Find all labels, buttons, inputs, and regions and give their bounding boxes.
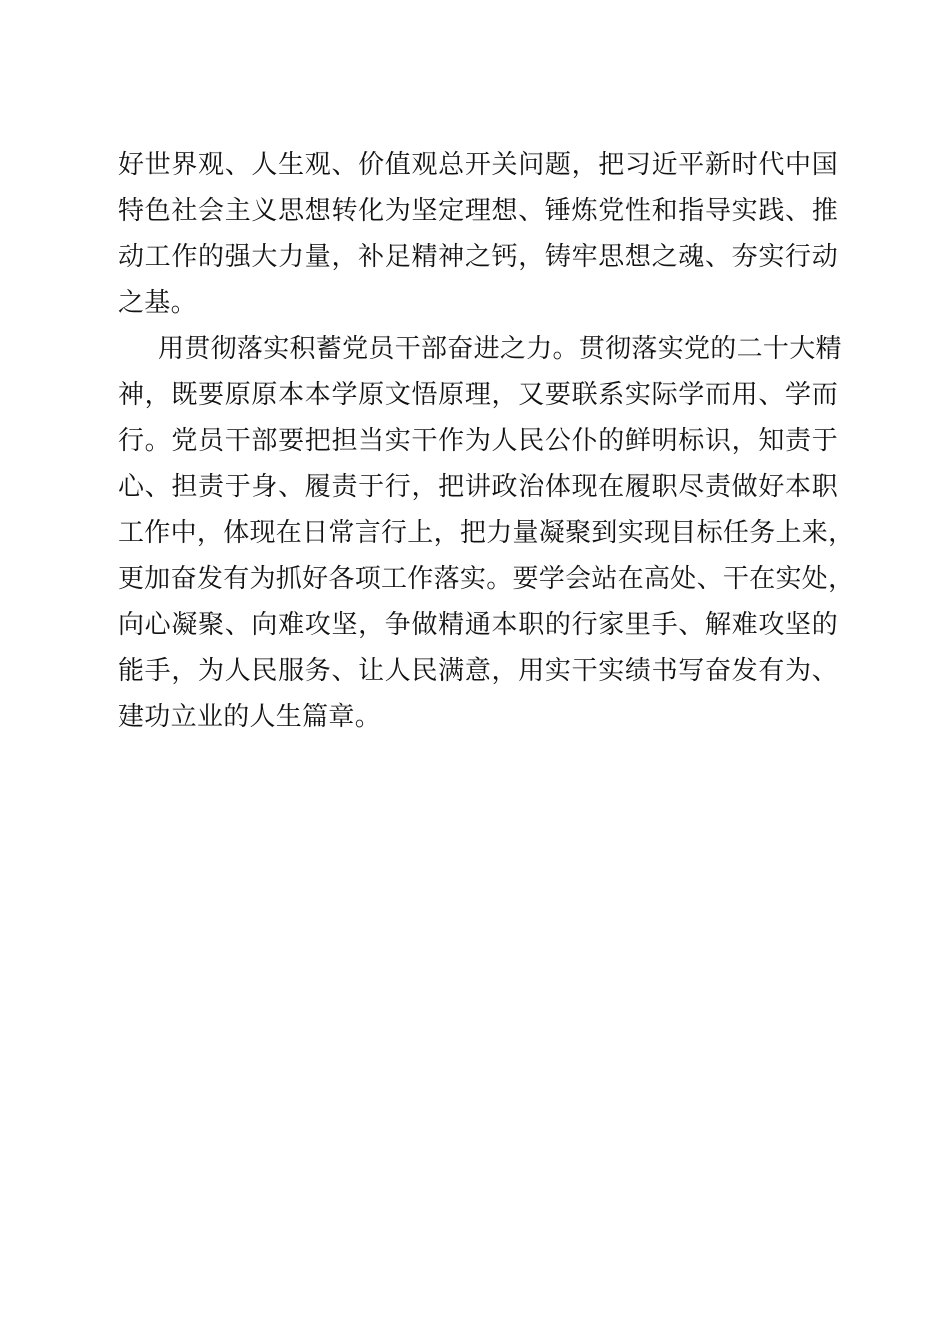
text-line: 行。党员干部要把担当实干作为人民公仆的鲜明标识，知责于 [118, 426, 838, 456]
paragraph-continuation [118, 142, 838, 326]
text-line: 神，既要原原本本学原文悟原理，又要联系实际学而用、学而 [118, 380, 838, 410]
text-line: 更加奋发有为抓好各项工作落实。要学会站在高处、干在实处， [118, 564, 855, 594]
text-line: 好世界观、人生观、价值观总开关问题，把习近平新时代中国 [118, 150, 838, 180]
text-line: 建功立业的人生篇章。 [118, 702, 382, 732]
text-line: 用贯彻落实积蓄党员干部奋进之力。贯彻落实党的二十大精 [158, 334, 842, 364]
text-line: 能手，为人民服务、让人民满意，用实干实绩书写奋发有为、 [118, 656, 838, 686]
paragraph-implementation [118, 326, 855, 740]
text-line: 心、担责于身、履责于行，把讲政治体现在履职尽责做好本职 [118, 472, 838, 502]
text-line: 工作中，体现在日常言行上，把力量凝聚到实现目标任务上来， [118, 518, 855, 548]
text-line: 特色社会主义思想转化为坚定理想、锤炼党性和指导实践、推 [118, 196, 838, 226]
text-line: 之基。 [118, 288, 197, 318]
document-body [118, 142, 855, 740]
text-line: 动工作的强大力量，补足精神之钙，铸牢思想之魂、夯实行动 [118, 242, 838, 272]
text-line: 向心凝聚、向难攻坚，争做精通本职的行家里手、解难攻坚的 [118, 610, 838, 640]
